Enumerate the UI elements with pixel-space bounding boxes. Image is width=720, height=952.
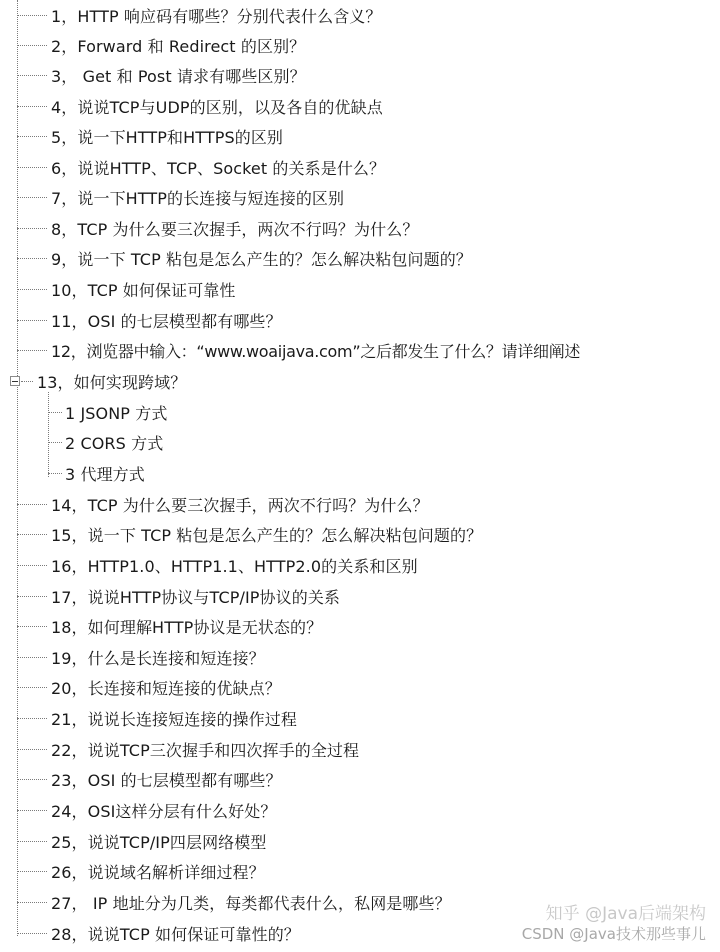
tree-item-12[interactable] (0, 335, 700, 365)
tree-item-17[interactable] (0, 581, 700, 611)
tree-item-24[interactable] (0, 795, 700, 825)
tree-item-label: 3 代理方式 (65, 464, 145, 484)
tree-item-15[interactable] (0, 519, 700, 549)
tree-item-label: 6，说说HTTP、TCP、Socket 的关系是什么？ (51, 158, 386, 178)
tree-item-19[interactable] (0, 642, 700, 672)
tree-item-label: 28，说说TCP 如何保证可靠性的？ (51, 924, 300, 944)
connector (17, 289, 47, 290)
tree-item-label: 18，如何理解HTTP协议是无状态的？ (51, 617, 323, 637)
tree-item-label: 12，浏览器中输入：“www.woaijava.com”之后都发生了什么？请详细阐述 (51, 341, 581, 361)
connector (17, 534, 47, 535)
tree-item-13[interactable] (0, 366, 700, 396)
tree-item-1[interactable] (0, 0, 700, 30)
tree-item-27[interactable] (0, 887, 700, 917)
tree-item-18[interactable] (0, 611, 700, 641)
connector (17, 136, 47, 137)
tree-item-label: 17，说说HTTP协议与TCP/IP协议的关系 (51, 587, 341, 607)
connector (17, 902, 47, 903)
connector (17, 258, 47, 259)
connector (17, 504, 47, 505)
tree-item-14[interactable] (0, 489, 700, 519)
tree-item-23[interactable] (0, 764, 700, 794)
connector (17, 841, 47, 842)
tree-item-4[interactable] (0, 91, 700, 121)
tree-item-label: 27， IP 地址分为几类，每类都代表什么，私网是哪些？ (51, 893, 451, 913)
tree-item-20[interactable] (0, 672, 700, 702)
connector (17, 871, 47, 872)
tree-item-11[interactable] (0, 305, 700, 335)
tree-item-label: 3， Get 和 Post 请求有哪些区别？ (51, 66, 306, 86)
tree-subitem-jsonp[interactable] (0, 397, 700, 427)
tree-subitem-proxy[interactable] (0, 458, 700, 488)
tree-item-16[interactable] (0, 550, 700, 580)
tree-item-label: 19，什么是长连接和短连接？ (51, 648, 265, 668)
tree-item-label: 25，说说TCP/IP四层网络模型 (51, 832, 267, 852)
connector (17, 687, 47, 688)
tree-item-label: 4，说说TCP与UDP的区别，以及各自的优缺点 (51, 97, 383, 117)
connector (48, 442, 62, 443)
connector (17, 626, 47, 627)
tree-item-label: 9，说一下 TCP 粘包是怎么产生的？怎么解决粘包问题的？ (51, 249, 472, 269)
connector (17, 45, 47, 46)
connector (17, 197, 47, 198)
tree-item-25[interactable] (0, 826, 700, 856)
tree-item-label: 21，说说长连接短连接的操作过程 (51, 709, 297, 729)
tree-item-9[interactable] (0, 243, 700, 273)
tree-item-label: 8，TCP 为什么要三次握手，两次不行吗？为什么？ (51, 219, 419, 239)
collapse-toggle-icon[interactable] (10, 376, 20, 386)
tree-item-label: 15，说一下 TCP 粘包是怎么产生的？怎么解决粘包问题的？ (51, 525, 483, 545)
watermark-csdn: CSDN @Java技术那些事儿 (521, 925, 706, 943)
tree-item-22[interactable] (0, 734, 700, 764)
tree-item-3[interactable] (0, 60, 700, 90)
tree-item-label: 11，OSI 的七层模型都有哪些？ (51, 311, 282, 331)
connector (48, 412, 62, 413)
connector (17, 15, 47, 16)
tree-item-10[interactable] (0, 274, 700, 304)
tree-item-28[interactable] (0, 918, 700, 948)
tree-item-label: 26，说说域名解析详细过程？ (51, 862, 265, 882)
tree-item-26[interactable] (0, 856, 700, 886)
tree-item-label: 20，长连接和短连接的优缺点？ (51, 678, 281, 698)
tree-item-label: 5，说一下HTTP和HTTPS的区别 (51, 127, 284, 147)
tree-subitem-cors[interactable] (0, 427, 700, 457)
tree-item-21[interactable] (0, 703, 700, 733)
tree-item-label: 13，如何实现跨域？ (37, 372, 187, 392)
connector (17, 749, 47, 750)
tree-item-label: 2 CORS 方式 (65, 433, 164, 453)
connector (17, 779, 47, 780)
tree-item-label: 22，说说TCP三次握手和四次挥手的全过程 (51, 740, 360, 760)
tree-item-8[interactable] (0, 213, 700, 243)
connector (17, 565, 47, 566)
tree-item-label: 24，OSI这样分层有什么好处？ (51, 801, 277, 821)
tree-item-7[interactable] (0, 182, 700, 212)
connector (17, 718, 47, 719)
watermark-zhihu: 知乎 @Java后端架构 (545, 904, 706, 924)
tree-item-5[interactable] (0, 121, 700, 151)
connector (17, 106, 47, 107)
connector (48, 473, 62, 474)
connector (17, 228, 47, 229)
tree-item-label: 23，OSI 的七层模型都有哪些？ (51, 770, 282, 790)
connector (17, 933, 47, 934)
tree-item-label: 1 JSONP 方式 (65, 403, 168, 423)
tree-item-label: 1，HTTP 响应码有哪些？分别代表什么含义？ (51, 6, 382, 26)
tree-item-label: 7，说一下HTTP的长连接与短连接的区别 (51, 188, 345, 208)
connector (17, 167, 47, 168)
connector (17, 657, 47, 658)
tree-item-2[interactable] (0, 30, 700, 60)
tree-item-label: 16，HTTP1.0、HTTP1.1、HTTP2.0的关系和区别 (51, 556, 418, 576)
tree-item-label: 2，Forward 和 Redirect 的区别？ (51, 36, 306, 56)
connector (17, 810, 47, 811)
connector (17, 350, 47, 351)
tree-item-label: 10，TCP 如何保证可靠性 (51, 280, 236, 300)
connector (17, 596, 47, 597)
connector (17, 75, 47, 76)
tree-item-6[interactable] (0, 152, 700, 182)
connector (21, 381, 33, 382)
tree-item-label: 14，TCP 为什么要三次握手，两次不行吗？为什么？ (51, 495, 429, 515)
connector (17, 320, 47, 321)
